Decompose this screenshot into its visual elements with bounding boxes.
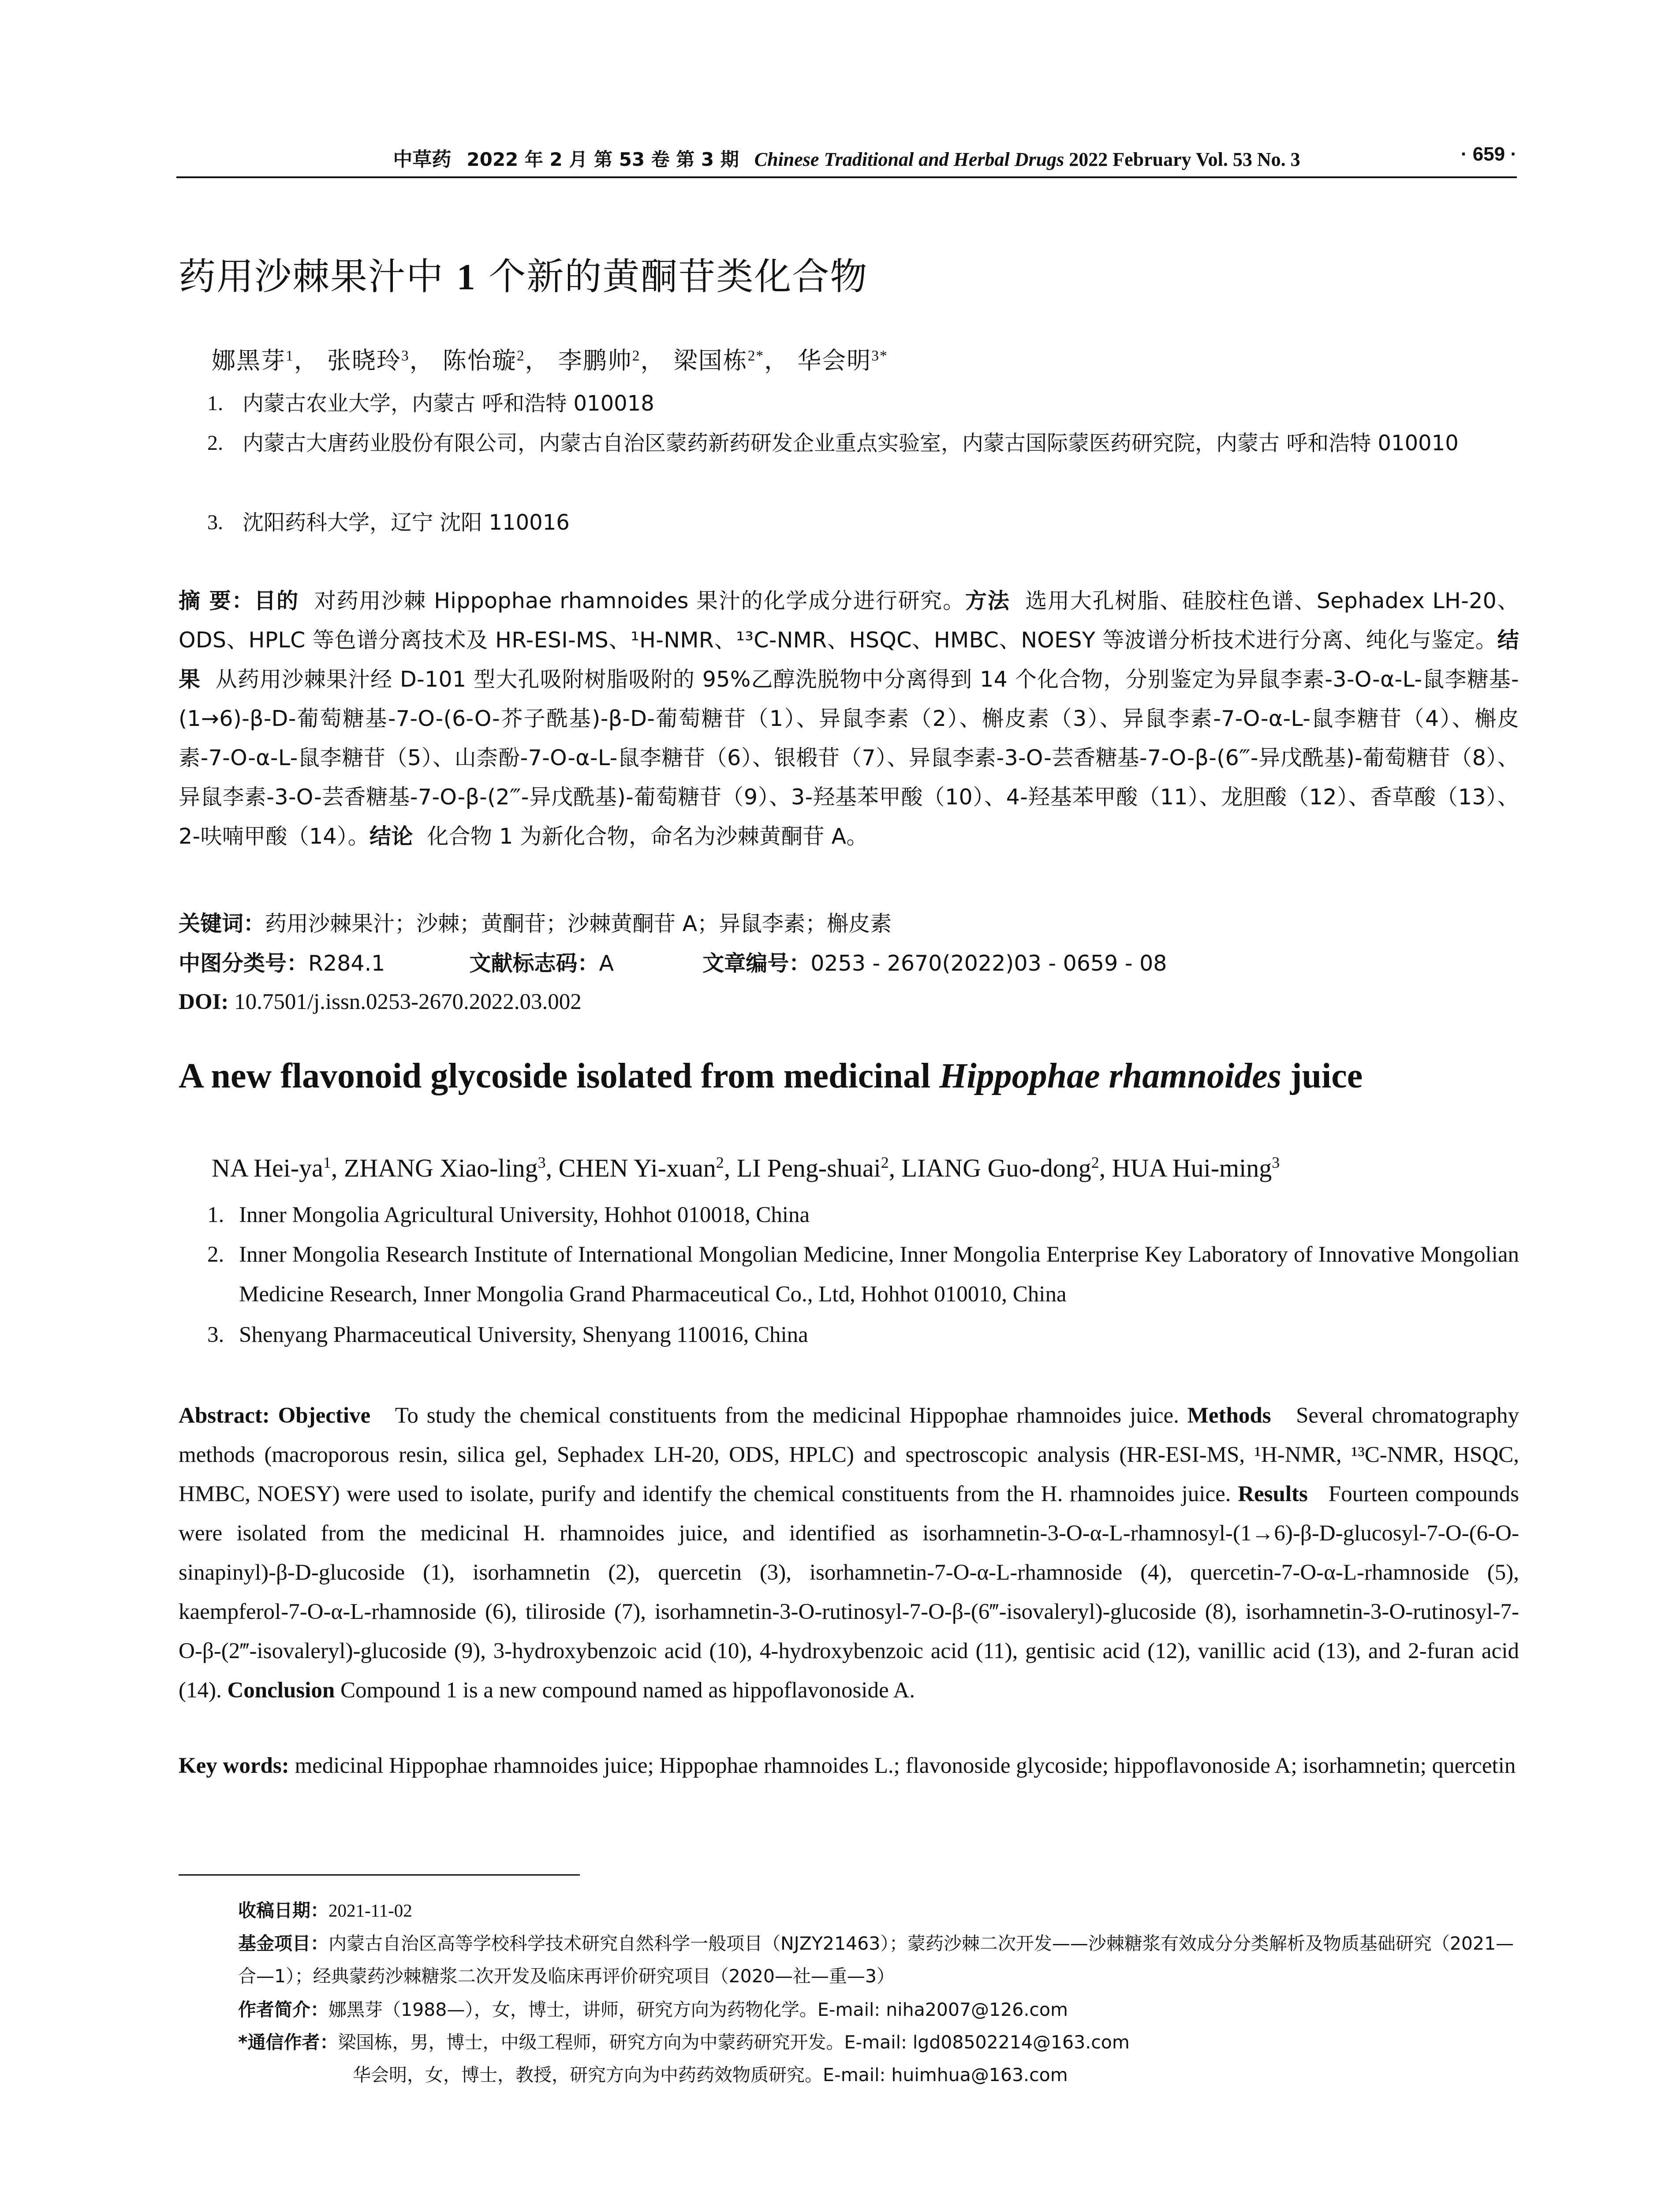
author-name: NA Hei-ya (212, 1154, 323, 1182)
author-name: LI Peng-shuai (736, 1154, 881, 1182)
author-name: ZHANG Xiao-ling (343, 1154, 538, 1182)
author-name: 华会明 (797, 347, 872, 374)
author-name: HUA Hui-ming (1112, 1154, 1272, 1182)
doi-line: DOI: 10.7501/j.issn.0253-2670.2022.03.002 (179, 990, 582, 1014)
journal-name-cn: 中草药 (393, 148, 452, 171)
affiliation-en-1: 1. Inner Mongolia Agricultural University, Hohhot 010018, China (207, 1203, 810, 1227)
running-header (176, 143, 1517, 174)
authors-en: NA Hei-$ya^1$, ZHANG Xiao-ling$^3$, CHEN Yi-xuan$^2$, LI Peng-shuai$^2$, LIANG Guo-dong$^2$, HUA Hui-ming$^3$ (212, 1154, 1280, 1182)
keywords-cn: 关键词：药用沙棘果汁；沙棘；黄酮苷；沙棘黄酮苷 A；异鼠李素；槲皮素 (179, 911, 892, 936)
author-name: 梁国栋 (673, 347, 748, 374)
affiliation-en-2: 2. Inner Mongolia Research Institute of International Mongolian Medicine, Inner Mongolia Enterprise Key Laboratory of Innovative Mongolian Medicine Research, Inner Mongolia Grand Pharmaceutical Co., Ltd, Hohhot 010010, China (207, 1242, 1519, 1307)
author-name: LIANG Guo-dong (901, 1154, 1091, 1182)
affiliation-cn-3: 3. 沈阳药科大学，辽宁 沈阳 110016 (207, 510, 570, 535)
journal-name-en: Chinese Traditional and Herbal Drugs (754, 149, 1064, 170)
classification-line: 中图分类号：R284.1 文献标志码：A 文章编号：0253 - 2670(2022)03 - 0659 - 08 (179, 951, 1167, 976)
authors-cn: 娜黑芽$^1$， 张晓玲$^3$， 陈怡璇$^2$， 李鹏帅$^2$， 梁国栋$^{2*}$， 华会明$^{3*}$ (212, 347, 888, 374)
issue-cn: 2022 年 2 月 第 53 卷 第 3 期 (467, 149, 739, 170)
author-name: CHEN Yi-xuan (558, 1154, 716, 1182)
header-divider (176, 176, 1517, 178)
title-en: A new flavonoid glycoside isolated from medicinal Hippophae rhamnoides juice (179, 1057, 1363, 1095)
abstract-cn: 摘 要：目的 对药用沙棘 Hippophae rhamnoides 果汁的化学成分进行研究。方法 选用大孔树脂、硅胶柱色谱、Sephadex LH-20、ODS、HPLC 等色谱分离技术及 HR-ESI-MS、¹H-NMR、¹³C-NMR、HSQC、HMBC、NOESY 等波谱分析技术进行分离、纯化与鉴定。结果 从药用沙棘果汁经 D-101 型大孔吸附树脂吸附的 95%乙醇洗脱物中分离得到 14 个化合物，分别鉴定为异鼠李素-3-O-α-L-鼠李糖基-(1→6)-β-D-葡萄糖基-7-O-(6-O-芥子酰基)-β-D-葡萄糖苷（1）、异鼠李素（2）、槲皮素（3）、异鼠李素-7-O-α-L-鼠李糖苷（4）、槲皮素-7-O-α-L-鼠李糖苷（5）、山柰酚-7-O-α-L-鼠李糖苷（6）、银椴苷（7）、异鼠李素-3-O-芸香糖基-7-O-β-(6‴-异戊酰基)-葡萄糖苷（8）、异鼠李素-3-O-芸香糖基-7-O-β-(2‴-异戊酰基)-葡萄糖苷（9）、3-羟基苯甲酸（10）、4-羟基苯甲酸（11）、龙胆酸（12）、香草酸（13）、2-呋喃甲酸（14）。结论 化合物 1 为新化合物，命名为沙棘黄酮苷 A。 (179, 588, 1519, 849)
footnote-divider (179, 1874, 580, 1876)
title-cn: 药用沙棘果汁中 1 个新的黄酮苷类化合物 (179, 255, 868, 298)
author-name: 娜黑芽 (212, 347, 286, 374)
abstract-label: 摘 要： (179, 588, 254, 613)
footnote-author: 作者简介：娜黑芽（1988—），女，博士，讲师，研究方向为药物化学。E-mail: niha2007@126.com (238, 1999, 1068, 2020)
affiliation-en-3: 3. Shenyang Pharmaceutical University, Shenyang 110016, China (207, 1323, 808, 1347)
keywords-en: Key words: medicinal Hippophae rhamnoides juice; Hippophae rhamnoides L.; flavonoside glycoside; hippoflavonoside A; isorhamnetin; quercetin (179, 1753, 1516, 1778)
affiliation-cn-1: 1. 内蒙古农业大学，内蒙古 呼和浩特 010018 (207, 391, 654, 416)
footnote-fund: 基金项目：内蒙古自治区高等学校科学技术研究自然科学一般项目（NJZY21463）；蒙药沙棘二次开发——沙棘糖浆有效成分分类解析及物质基础研究（2021—合—1）；经典蒙药沙棘糖浆二次开发及临床再评价研究项目（2020—社—重—3） (238, 1933, 1514, 1987)
author-name: 李鹏帅 (558, 347, 632, 374)
author-name: 陈怡璇 (442, 347, 517, 374)
page-number: · 659 · (1460, 143, 1517, 165)
issue-en: 2022 February Vol. 53 No. 3 (1069, 149, 1300, 170)
author-name: 张晓玲 (327, 347, 401, 374)
abstract-en: Abstract: Objective To study the chemical constituents from the medicinal Hippophae rhamnoides juice. Methods Several chromatography methods (macroporous resin, silica gel, Sephadex LH-20, ODS, HPLC) and spectroscopic analysis (HR-ESI-MS, ¹H-NMR, ¹³C-NMR, HSQC, HMBC, NOESY) were used to isolate, purify and identify the chemical constituents from the H. rhamnoides juice. Results Fourteen compounds were isolated from the medicinal H. rhamnoides juice, and identified as isorhamnetin-3-O-α-L-rhamnosyl-(1→6)-β-D-glucosyl-7-O-(6-O-sinapinyl)-β-D-glucoside (1), isorhamnetin (2), quercetin (3), isorhamnetin-7-O-α-L-rhamnoside (4), quercetin-7-O-α-L-rhamnoside (5), kaempferol-7-O-α-L-rhamnoside (6), tiliroside (7), isorhamnetin-3-O-rutinosyl-7-O-β-(6‴-isovaleryl)-glucoside (8), isorhamnetin-3-O-rutinosyl-7-O-β-(2‴-isovaleryl)-glucoside (9), 3-hydroxybenzoic acid (10), 4-hydroxybenzoic acid (11), gentisic acid (12), vanillic acid (13), and 2-furan acid (14). Conclusion Compound 1 is a new compound named as hippoflavonoside A. (179, 1403, 1519, 1703)
footnote-correspondence: *通信作者：梁国栋，男，博士，中级工程师，研究方向为中蒙药研究开发。E-mail: lgd08502214@163.com 华会明，女，博士，教授，研究方向为中药药效物质研究。E-mail: huimhua@163.com (238, 2032, 1130, 2085)
footnote-received: 收稿日期：2021-11-02 (238, 1900, 412, 1921)
affiliation-cn-2: 2. 内蒙古大唐药业股份有限公司，内蒙古自治区蒙药新药研发企业重点实验室，内蒙古国际蒙医药研究院，内蒙古 呼和浩特 010010 (207, 431, 1459, 456)
